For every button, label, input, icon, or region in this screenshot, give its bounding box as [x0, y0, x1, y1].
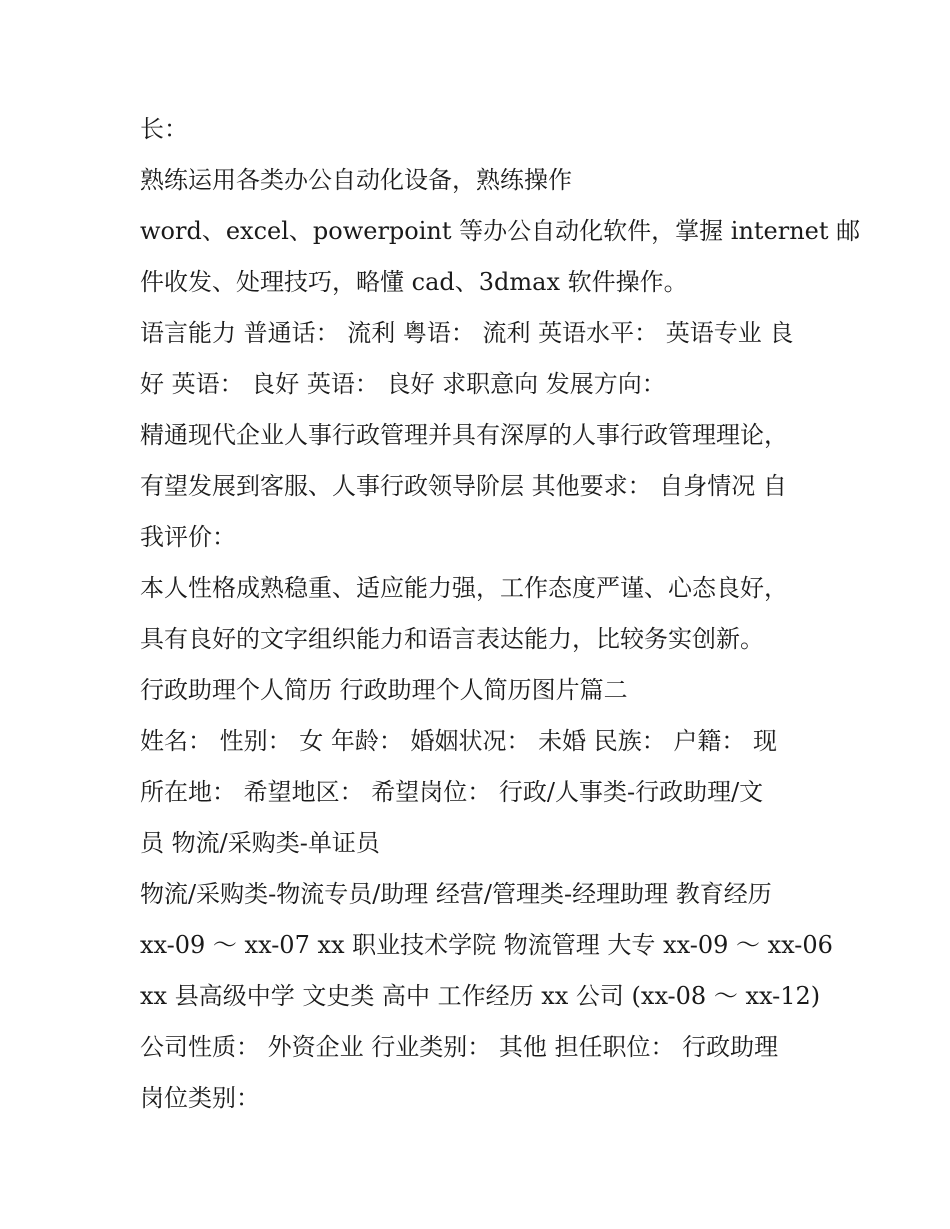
text-line: 好 英语： 良好 英语： 良好 求职意向 发展方向： — [140, 370, 666, 398]
text-line: 我评价： — [140, 523, 236, 551]
text-line: 所在地： 希望地区： 希望岗位： 行政/人事类-行政助理/文 — [140, 778, 764, 806]
text-line: 岗位类别： — [140, 1084, 260, 1112]
text-line: word、excel、powerpoint 等办公自动化软件，掌握 internet 邮 — [140, 217, 861, 245]
text-line: 姓名： 性别： 女 年龄： 婚姻状况： 未婚 民族： 户籍： 现 — [140, 727, 778, 755]
text-line: 物流/采购类-物流专员/助理 经营/管理类-经理助理 教育经历 — [140, 880, 772, 908]
text-line: 精通现代企业人事行政管理并具有深厚的人事行政管理理论， — [140, 421, 788, 449]
text-line: 件收发、处理技巧，略懂 cad、3dmax 软件操作。 — [140, 268, 688, 296]
text-line: 长： — [140, 115, 188, 143]
document-body — [140, 104, 861, 1124]
text-line: 熟练运用各类办公自动化设备，熟练操作 — [140, 166, 572, 194]
text-line: 语言能力 普通话： 流利 粤语： 流利 英语水平： 英语专业 良 — [140, 319, 794, 347]
text-line: 行政助理个人简历 行政助理个人简历图片篇二 — [140, 676, 628, 704]
text-line: 具有良好的文字组织能力和语言表达能力，比较务实创新。 — [140, 625, 764, 653]
text-line: xx 县高级中学 文史类 高中 工作经历 xx 公司 (xx-08 ～ xx-12) — [140, 982, 821, 1010]
text-line: 公司性质： 外资企业 行业类别： 其他 担任职位： 行政助理 — [140, 1033, 779, 1061]
text-line: 员 物流/采购类-单证员 — [140, 829, 380, 857]
text-line: 有望发展到客服、人事行政领导阶层 其他要求： 自身情况 自 — [140, 472, 787, 500]
text-line: 本人性格成熟稳重、适应能力强，工作态度严谨、心态良好， — [140, 574, 788, 602]
text-line: xx-09 ～ xx-07 xx 职业技术学院 物流管理 大专 xx-09 ～ xx-06 — [140, 931, 833, 959]
